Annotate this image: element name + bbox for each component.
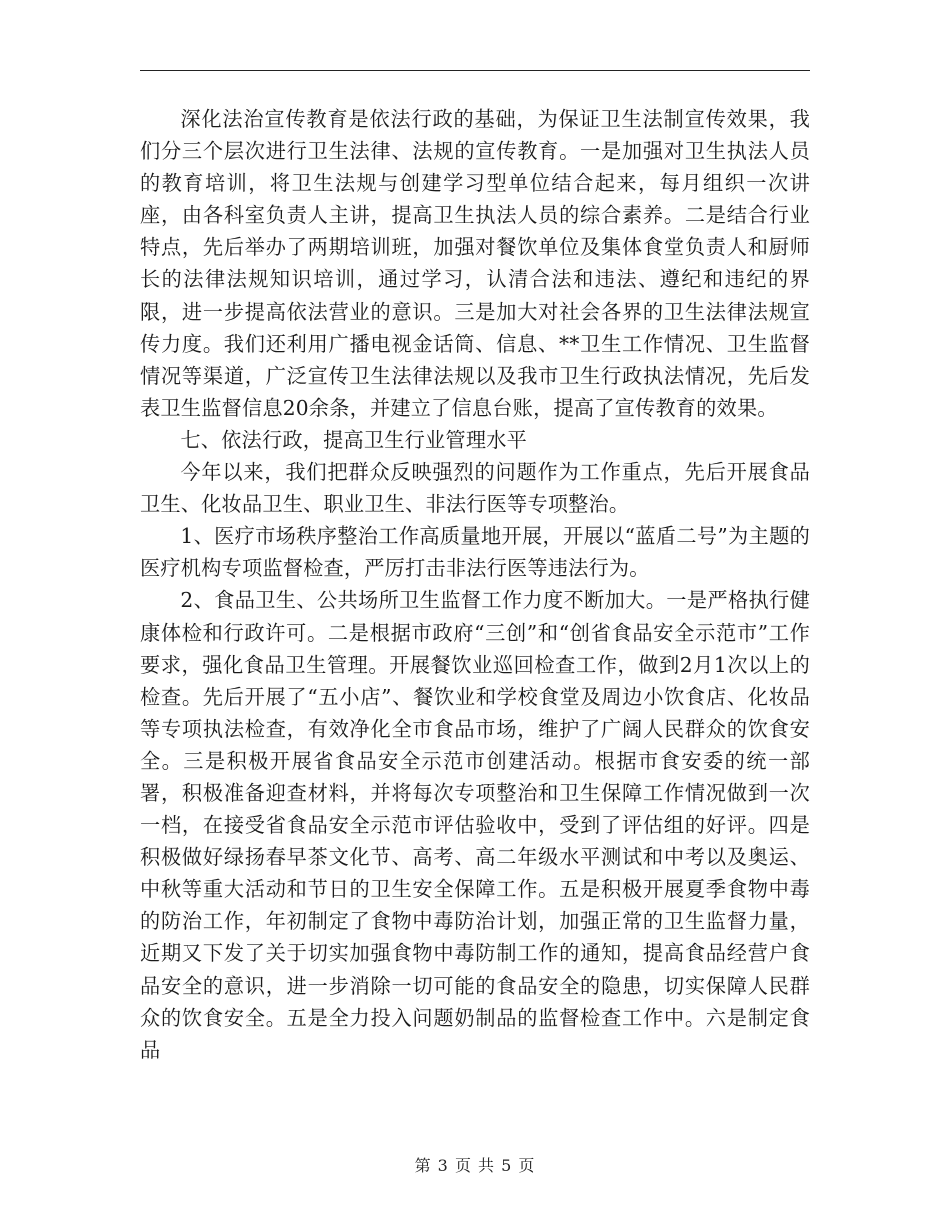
section-heading-7: 七、依法行政，提高卫生行业管理水平 xyxy=(180,427,527,452)
page-number-footer: 第 3 页 共 5 页 xyxy=(414,1156,536,1175)
paragraph-legal-publicity: 深化法治宣传教育是依法行政的基础，为保证卫生法制宣传效果，我们分三个层次进行卫生法律、法规的宣传教育。一是加强对卫生执法人员的教育培训，将卫生法规与创建学习型单位结合起来，每月组织一次讲座，由各科室负责人主讲，提高卫生执法人员的综合素养。二是结合行业特点，先后举办了两期培训班，加强对餐饮单位及集体食堂负责人和厨师长的法律法规知识培训，通过学习，认清合法和违法、遵纪和违纪的界限，进一步提高依法营业的意识。三是加大对社会各界的卫生法律法规宣传力度。我们还利用广播电视金话筒、信息、**卫生工作情况、卫生监督情况等渠道，广泛宣传卫生法律法规以及我市卫生行政执法情况，先后发表卫生监督信息20余条，并建立了信息台账，提高了宣传教育的效果。 xyxy=(140,107,810,420)
paragraph-item-1: 1、医疗市场秩序整治工作高质量地开展，开展以“蓝盾二号”为主题的医疗机构专项监督检查，严厉打击非法行医等违法行为。 xyxy=(140,524,810,581)
paragraph-item-2: 2、食品卫生、公共场所卫生监督工作力度不断加大。一是严格执行健康体检和行政许可。二是根据市政府“三创”和“创省食品安全示范市”工作要求，强化食品卫生管理。开展餐饮业巡回检查工作，做到2月1次以上的检查。先后开展了“五小店”、餐饮业和学校食堂及周边小饮食店、化妆品等专项执法检查，有效净化全市食品市场，维护了广阔人民群众的饮食安全。三是积极开展省食品安全示范市创建活动。根据市食安委的统一部署，积极准备迎查材料，并将每次专项整治和卫生保障工作情况做到一次一档，在接受省食品安全示范市评估验收中，受到了评估组的好评。四是积极做好绿扬春早茶文化节、高考、高二年级水平测试和中考以及奥运、中秋等重大活动和节日的卫生安全保障工作。五是积极开展夏季食物中毒的防治工作，年初制定了食物中毒防治计划，加强正常的卫生监督力量，近期又下发了关于切实加强食物中毒防制工作的通知，提高食品经营户食品安全的意识，进一步消除一切可能的食品安全的隐患，切实保障人民群众的饮食安全。五是全力投入问题奶制品的监督检查工作中。六是制定食品 xyxy=(140,588,810,1062)
document-body xyxy=(140,103,810,1066)
header-rule xyxy=(140,70,810,71)
paragraph-key-work: 今年以来，我们把群众反映强烈的问题作为工作重点，先后开展食品卫生、化妆品卫生、职业卫生、非法行医等专项整治。 xyxy=(140,460,810,517)
